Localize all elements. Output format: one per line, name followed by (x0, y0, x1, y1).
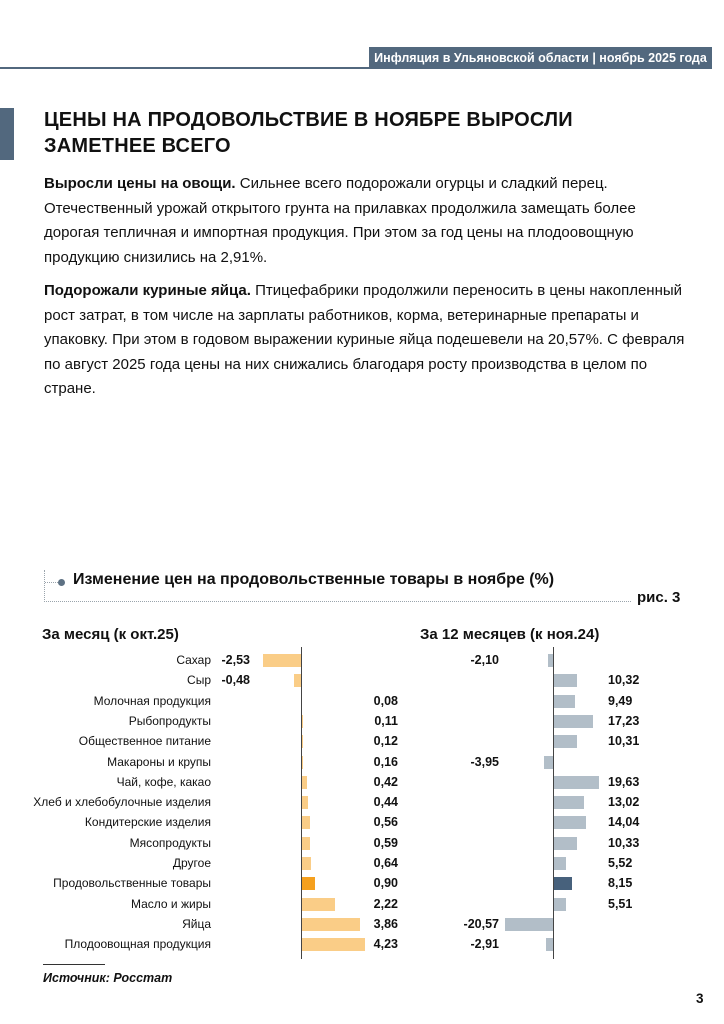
chart-subtitle-month: За месяц (к окт.25) (42, 626, 179, 643)
value-label-month: 0,56 (373, 815, 398, 830)
paragraph-lead: Подорожали куриные яйца. (44, 282, 251, 299)
source-label: Источник: Росстат (43, 971, 173, 985)
dotted-connector (45, 582, 58, 583)
value-label-year: 19,63 (608, 774, 640, 789)
chart-subtitle-year: За 12 месяцев (к ноя.24) (420, 626, 600, 643)
bar-month (301, 796, 308, 809)
value-label-year: 5,51 (608, 896, 633, 911)
category-label: Другое (172, 856, 211, 870)
value-label-year: -2,10 (470, 653, 499, 667)
category-label: Мясопродукты (129, 835, 211, 850)
value-label-year: -2,91 (470, 937, 499, 952)
value-label-year: -20,57 (463, 916, 499, 931)
value-label-month: -2,53 (221, 653, 250, 667)
value-label-year: -3,95 (470, 754, 499, 769)
value-label-month: 0,16 (373, 754, 398, 769)
bar-year (553, 837, 577, 850)
body-text (44, 172, 686, 411)
value-label-month: 0,44 (373, 795, 398, 810)
category-label: Хлеб и хлебобулочные изделия (33, 795, 211, 810)
bar-month (301, 898, 335, 911)
bar-month (301, 877, 315, 890)
figure-caption: рис. 3 (637, 589, 681, 606)
value-label-month: 0,64 (373, 856, 398, 870)
figure-title: Изменение цен на продовольственные товары в ноябре (%) (73, 571, 555, 588)
bar-year (553, 796, 584, 809)
category-label: Рыбопродукты (128, 713, 211, 728)
value-label-year: 8,15 (608, 876, 633, 891)
bar-year (553, 776, 599, 789)
value-label-year: 17,23 (608, 713, 640, 728)
value-label-month: -0,48 (221, 673, 250, 688)
bar-month (294, 674, 301, 687)
category-label: Общественное питание (78, 734, 211, 749)
value-label-month: 2,22 (373, 896, 398, 911)
category-label: Плодоовощная продукция (64, 937, 211, 952)
category-label: Сыр (187, 673, 211, 688)
category-label: Чай, кофе, какао (116, 774, 211, 789)
bar-year (553, 898, 566, 911)
bar-year (505, 918, 553, 931)
header-badge: Инфляция в Ульяновской области | ноябрь 2025 года (369, 47, 712, 69)
category-label: Макароны и крупы (107, 754, 211, 769)
value-label-month: 0,11 (374, 713, 398, 728)
bar-year (544, 756, 553, 769)
bar-year (553, 877, 572, 890)
bar-year (553, 715, 593, 728)
bar-month (263, 654, 301, 667)
value-label-month: 0,08 (373, 693, 398, 708)
figure-header (44, 570, 631, 602)
value-label-year: 10,31 (608, 734, 640, 749)
bar-year (553, 674, 577, 687)
category-label: Молочная продукция (93, 693, 211, 708)
paragraph-vegetables (44, 172, 686, 270)
bar-month (301, 857, 311, 870)
category-label: Яйца (182, 916, 211, 931)
category-label: Кондитерские изделия (84, 815, 211, 830)
paragraph-lead: Выросли цены на овощи. (44, 175, 236, 192)
category-label: Продовольственные товары (53, 876, 211, 891)
bar-year (553, 816, 586, 829)
bar-year (553, 735, 577, 748)
chart-canvas (0, 652, 724, 960)
value-label-year: 13,02 (608, 795, 640, 810)
value-label-month: 0,12 (373, 734, 398, 749)
value-label-month: 3,86 (373, 916, 398, 931)
bar-year (546, 938, 553, 951)
bullet-dot-icon (58, 579, 65, 586)
value-label-month: 0,90 (373, 876, 398, 891)
page-number: 3 (696, 991, 704, 1006)
title-accent-rect (0, 108, 14, 160)
bar-year (553, 857, 566, 870)
value-label-month: 0,59 (373, 835, 398, 850)
value-label-month: 0,42 (373, 774, 398, 789)
value-label-year: 10,32 (608, 673, 640, 688)
value-label-year: 10,33 (608, 835, 640, 850)
bar-year (553, 695, 575, 708)
paragraph-body: Сильнее всего подорожали огурцы и сладкий перец. Отечественный урожай открытого грунта на прилавках продолжила замещать более дорогая тепличная и импортная продукция. При этом за год цены на плодоовощную продукцию снизились на 2,91%. (44, 175, 636, 266)
header-rule (0, 67, 370, 69)
value-label-year: 9,49 (608, 693, 633, 708)
paragraph-body: Птицефабрики продолжили переносить в цены накопленный рост затрат, в том числе на зарплаты работников, корма, ветеринарные препараты и упаковку. При этом в годовом выражении куриные яйца подешевели на 20,57%. С февраля по август 2025 года цены на них снижались благодаря росту производства в целом по стране. (44, 282, 685, 397)
axis-year (553, 647, 554, 959)
value-label-year: 5,52 (608, 856, 633, 870)
page-title: ЦЕНЫ НА ПРОДОВОЛЬСТВИЕ В НОЯБРЕ ВЫРОСЛИ ЗАМЕТНЕЕ ВСЕГО (44, 109, 573, 157)
category-label: Сахар (176, 653, 211, 667)
paragraph-eggs (44, 279, 686, 402)
value-label-month: 4,23 (373, 937, 398, 952)
category-label: Масло и жиры (130, 896, 211, 911)
axis-month (301, 647, 302, 959)
bar-month (301, 837, 310, 850)
footnote-rule (43, 964, 105, 965)
bar-month (301, 816, 310, 829)
value-label-year: 14,04 (608, 815, 640, 830)
